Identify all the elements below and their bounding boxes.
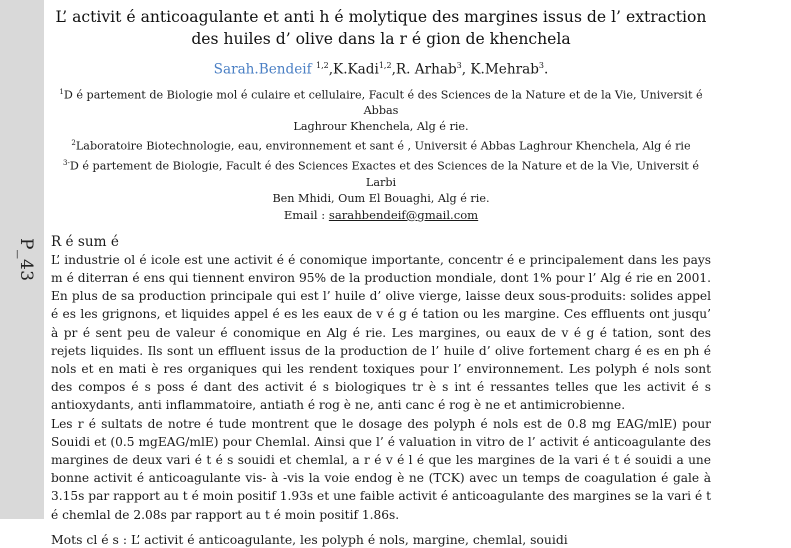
page-number-label: P_43 xyxy=(16,238,36,282)
affiliation-text: Ben Mhidi, Oum El Bouaghi, Alg é rie. xyxy=(272,191,490,205)
abstract-heading: R é sum é xyxy=(51,233,119,250)
keywords-label: Mots cl é s : xyxy=(51,531,131,547)
author-name: ,R. Arhab xyxy=(391,61,457,78)
affiliation-3 xyxy=(51,155,711,207)
affiliation-sup: 3- xyxy=(63,159,70,167)
contact-email xyxy=(51,207,711,223)
affiliation-text: D é partement de Biologie, Facult é des Sciences Exactes et des Sciences de la Nature et de la Vie, Universit é Larbi xyxy=(69,159,699,189)
author-sup: 1,2 xyxy=(316,61,329,70)
affiliation-text: D é partement de Biologie mol é culaire et cellulaire, Facult é des Sciences de la Nature et de la Vie, Universit é Abbas xyxy=(63,88,703,118)
author-sup: 3 xyxy=(456,61,462,70)
affiliation-text: Laghrour Khenchela, Alg é rie. xyxy=(293,120,469,134)
title-line-1: L’ activit é anticoagulante et anti h é molytique des margines issus de l’ extraction xyxy=(55,8,707,26)
paper-title xyxy=(51,6,711,50)
affiliation-2 xyxy=(51,135,711,155)
first-author: Sarah.Bendeif xyxy=(213,61,312,78)
page-side-band xyxy=(0,0,44,519)
affiliation-sup: 2 xyxy=(71,139,76,148)
affiliation-1 xyxy=(51,84,711,136)
abstract-paragraph-1: L’ industrie ol é icole est une activit é é conomique importante, concentr é e principalement dans les pays m é diterran é ens qui tiennent environ 95% de la production mondiale, dont 1% pour l’ Alg é rie en 2001. En plus de sa production principale qui est l’ huile d’ olive vierge, laisse deux sous-produits: solides appel é es les grignons, et liquides appel é es les eaux de v é g é tation ou les margine. Ces effluents ont jusqu’ à pr é sent peu de valeur é conomique en Alg é rie. Les margines, ou eaux de v é g é tation, sont des rejets liquides. Ils sont un effluent issus de la production de l’ huile d’ olive fortement charg é es en ph é nols et en mati è res organiques qui les rendent toxiques pour l’ environnement. Les polyph é nols sont des compos é s poss é dant des activit é s biologiques tr è s int é ressantes telles que les activit é s antioxydants, anti inflammatoire, antiath é rog è ne, anti canc é rog è ne et antimicrobienne. xyxy=(51,252,711,413)
email-link[interactable]: sarahbendeif@gmail.com xyxy=(328,207,479,222)
keywords-text: L’ activit é anticoagulante, les polyph é nols, margine, chemlal, souidi xyxy=(130,531,568,547)
keywords xyxy=(51,531,711,548)
abstract-paragraph-2: Les r é sultats de notre é tude montrent que le dosage des polyph é nols est de 0.8 mg EAG/mlE) pour Souidi et (0.5 mgEAG/mlE) pour Chemlal. Ainsi que l’ é valuation in vitro de l’ activit é anticoagulante des margines de deux vari é t é s souidi et chemlal, a r é v é l é que les margines de la vari é t é souidi a une bonne activit é anticoagulante vis- à -vis la voie endog è ne (TCK) avec un temps de coagulation é gale à 3.15s par rapport au t é moin positif 1.93s et une faible activit é anticoagulante des margines se la vari é t é chemlal de 2.08s par rapport au t é moin positif 1.86s. xyxy=(51,416,711,522)
email-label: Email : xyxy=(283,207,329,222)
affiliation-text: Laboratoire Biotechnologie, eau, environnement et sant é , Universit é Abbas Laghrour Khenchela, Alg é rie xyxy=(75,140,691,153)
author-name: ,K.Kadi xyxy=(328,61,379,78)
affiliation-sup: 1 xyxy=(59,87,64,96)
author-sup: 3 xyxy=(538,61,544,70)
author-end: . xyxy=(544,61,549,78)
author-list xyxy=(51,57,711,79)
author-sup: 1,2 xyxy=(378,61,392,70)
abstract-page xyxy=(51,0,711,548)
title-line-2: des huiles d’ olive dans la r é gion de khenchela xyxy=(191,30,571,48)
author-name: , K.Mehrab xyxy=(461,61,539,78)
